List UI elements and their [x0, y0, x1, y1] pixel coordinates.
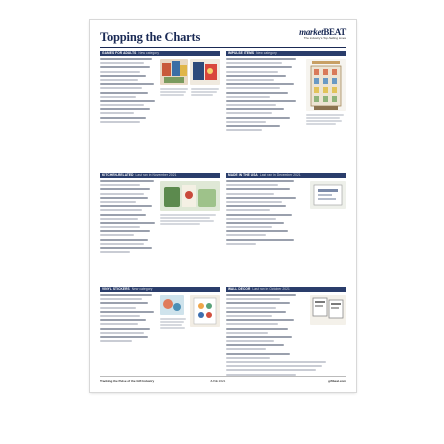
section-header [100, 173, 220, 178]
product-photo [160, 59, 188, 85]
section-subheading: Last ran in November 2021 [135, 173, 177, 177]
section-impulse-items [226, 51, 346, 157]
footer-issue: JUNE 2021 [210, 379, 226, 383]
section-made-in-usa [226, 173, 346, 273]
section-vinyl-stickers [100, 287, 220, 382]
product-photo [160, 181, 220, 211]
photo-caption [160, 318, 188, 330]
ranked-list [100, 180, 158, 255]
ranked-list [100, 58, 158, 125]
ranked-list [226, 180, 302, 247]
section-subheading: Last ran in December 2021 [259, 173, 301, 177]
footer-tagline: Tracking the Pulse of the Gift Industry [100, 379, 155, 383]
ranked-list [226, 294, 302, 378]
brand-logo [299, 27, 346, 40]
header-rule [100, 47, 346, 48]
section-heading: IMPULSE ITEMS [228, 51, 255, 55]
section-subheading: New category [256, 51, 277, 55]
section-games-for-adults [100, 51, 220, 137]
page-title: Topping the Charts [100, 30, 201, 44]
ranked-list [226, 58, 302, 133]
section-heading: MADE IN THE USA [228, 173, 258, 177]
section-subheading: New category [131, 287, 153, 291]
photo-caption [160, 214, 220, 226]
section-header [100, 51, 220, 56]
section-heading: VINYL STICKERS [102, 287, 130, 291]
section-subheading: Last ran in October 2021 [252, 287, 290, 291]
section-heading: WALL DECOR [228, 287, 251, 291]
section-header [226, 51, 346, 56]
product-photo [310, 181, 346, 209]
brand-logo-part-a: market [299, 27, 324, 37]
section-heading: KITCHEN-RELATED [102, 173, 134, 177]
section-header [100, 287, 220, 292]
section-kitchen-related [100, 173, 220, 273]
ranked-list [100, 294, 158, 344]
brand-tagline: The industry's Top-Selling Lines [303, 36, 346, 40]
section-heading: GAMES FOR ADULTS [102, 51, 137, 55]
product-photo [190, 295, 220, 327]
section-subheading: New category [138, 51, 160, 55]
magazine-page [90, 20, 356, 392]
brand-logo-part-b: BEAT [323, 27, 346, 37]
footer-website: giftbeat.com [328, 379, 346, 383]
product-photo [310, 295, 346, 325]
photo-caption [191, 88, 220, 97]
product-photo [190, 59, 220, 85]
product-photo [306, 59, 346, 111]
section-header [226, 287, 346, 292]
photo-caption [306, 114, 346, 126]
page-footer [100, 376, 346, 383]
section-header [226, 173, 346, 178]
product-photo [160, 295, 184, 315]
